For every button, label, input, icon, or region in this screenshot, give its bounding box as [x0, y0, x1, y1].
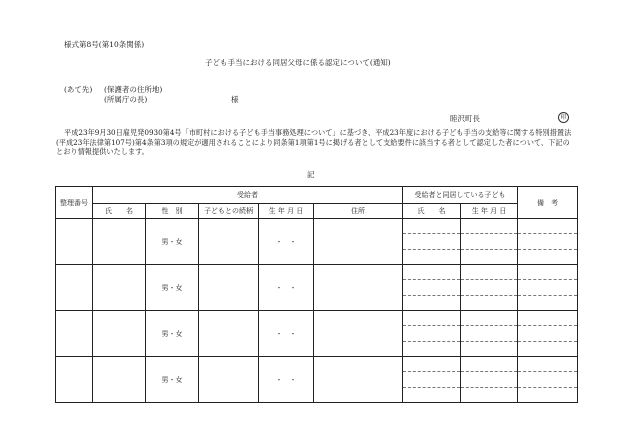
cell-seinengappi: ・ ・ [259, 311, 314, 357]
col-seibetsu: 性 別 [146, 204, 199, 219]
col-zokugara: 子どもとの続柄 [199, 204, 259, 219]
cell-seibetsu: 男・女 [146, 311, 199, 357]
cell-biko [518, 265, 578, 311]
cell-jusho [314, 357, 403, 403]
col-jusho: 住所 [314, 204, 403, 219]
cell-seinengappi: ・ ・ [259, 265, 314, 311]
notice-body: 平成23年9月30日雇児発0930第4号「市町村における子ども手当事務処理について」に基づき、平成23年度における子ども手当の支給等に関する特別措置法(平成23年法律第107号)第4条第3項の規定が適用されることにより同条第1項第1号に掲げる者として支給要件に該当する者として認定した者について、下記のとおり情報提供いたします。 [56, 128, 572, 157]
cell-kodomo-seinengappi [461, 311, 518, 357]
cell-zokugara [199, 311, 259, 357]
cell-kodomo-shimei [403, 219, 461, 265]
recipient-address: (保護者の住所地) [104, 85, 163, 94]
cell-kodomo-shimei [403, 265, 461, 311]
cell-kodomo-seinengappi [461, 219, 518, 265]
col-doukyo-kodomo: 受給者と同居している子ども [403, 187, 518, 204]
cell-kodomo-shimei [403, 357, 461, 403]
form-number: 様式第8号(第10条関係) [64, 40, 145, 49]
col-jukyusha: 受給者 [93, 187, 403, 204]
cell-seiri-bango [56, 265, 93, 311]
recipient-office: (所属庁の長) [104, 95, 148, 104]
cell-biko [518, 219, 578, 265]
cell-kodomo-shimei [403, 311, 461, 357]
cell-seibetsu: 男・女 [146, 265, 199, 311]
cell-jusho [314, 265, 403, 311]
cell-jusho [314, 219, 403, 265]
cell-seibetsu: 男・女 [146, 357, 199, 403]
cell-seiri-bango [56, 219, 93, 265]
ki-heading: 記 [307, 170, 315, 179]
cell-shimei [93, 265, 146, 311]
table-row [56, 311, 578, 357]
cell-zokugara [199, 219, 259, 265]
issuer-name: 睦沢町長 [450, 114, 480, 123]
cell-seiri-bango [56, 357, 93, 403]
cell-shimei [93, 219, 146, 265]
cell-seiri-bango [56, 311, 93, 357]
cell-zokugara [199, 265, 259, 311]
col-kodomo-shimei: 氏 名 [403, 204, 461, 219]
col-seiri-bango: 整理番号 [56, 187, 93, 219]
document-title: 子ども手当における同居父母に係る認定について(通知) [205, 58, 391, 67]
col-seinengappi: 生 年 月 日 [259, 204, 314, 219]
cell-biko [518, 357, 578, 403]
cell-seinengappi: ・ ・ [259, 219, 314, 265]
col-kodomo-seinengappi: 生 年 月 日 [461, 204, 518, 219]
table-row [56, 219, 578, 265]
cell-seibetsu: 男・女 [146, 219, 199, 265]
recipient-honorific: 様 [231, 95, 239, 104]
cell-biko [518, 311, 578, 357]
table-row [56, 357, 578, 403]
recipient-prefix: (あて先) [64, 85, 93, 94]
cell-kodomo-seinengappi [461, 265, 518, 311]
subheader-row [56, 204, 578, 219]
col-shimei: 氏 名 [93, 204, 146, 219]
cell-shimei [93, 357, 146, 403]
cell-jusho [314, 311, 403, 357]
cell-shimei [93, 311, 146, 357]
header-row [56, 187, 578, 204]
col-biko: 備 考 [518, 187, 578, 219]
cell-seinengappi: ・ ・ [259, 357, 314, 403]
seal-mark: 印 [558, 112, 569, 123]
table-row [56, 265, 578, 311]
cell-kodomo-seinengappi [461, 357, 518, 403]
cell-zokugara [199, 357, 259, 403]
recipients-table [55, 186, 578, 403]
